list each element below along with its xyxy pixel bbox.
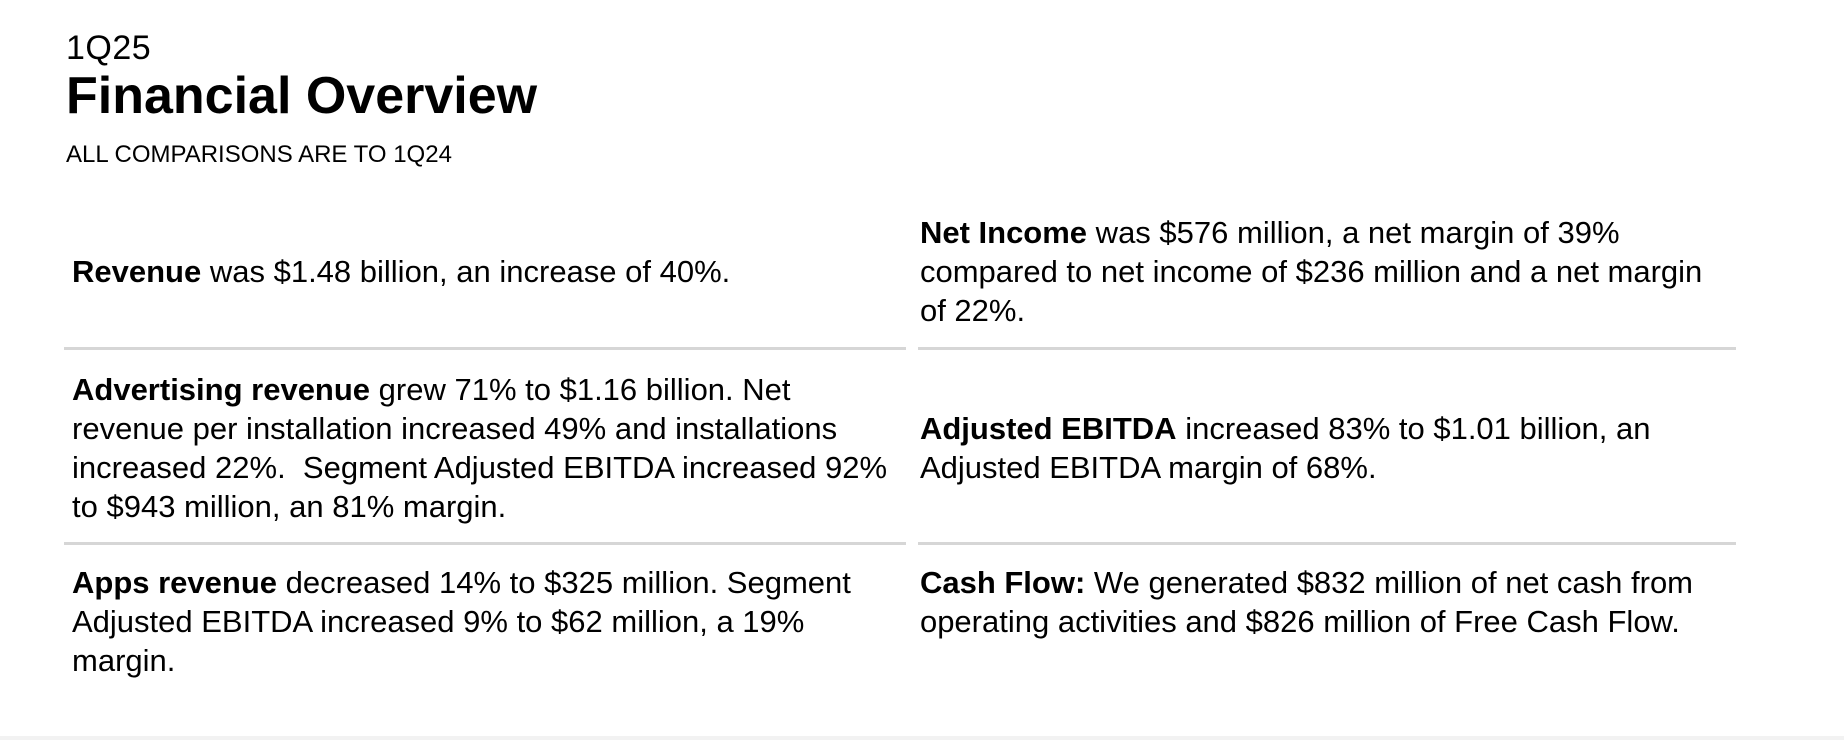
highlights-row bbox=[64, 350, 1736, 545]
highlights-row bbox=[64, 192, 1736, 350]
highlight-body: decreased 14% to $325 million. Segment Adjusted EBITDA increased 9% to $62 million, a 19% margin. bbox=[72, 565, 851, 678]
page-bottom-border bbox=[0, 736, 1844, 740]
highlight-label: Apps revenue bbox=[72, 565, 278, 600]
highlight-text bbox=[72, 563, 892, 680]
highlight-text bbox=[920, 409, 1728, 487]
highlight-body: increased 83% to $1.01 billion, an Adjusted EBITDA margin of 68%. bbox=[919, 410, 1651, 485]
highlight-body: grew 71% to $1.16 billion. Net revenue per installation increased 49% and installations increased 22%. Segment Adjusted EBITDA increased 92% to $943 million, an 81% margin. bbox=[72, 371, 896, 524]
highlight-label: Net Income bbox=[919, 214, 1088, 250]
highlight-text bbox=[920, 213, 1728, 330]
highlight-label: Revenue bbox=[72, 253, 202, 289]
highlight-text bbox=[920, 563, 1728, 641]
highlight-body: was $576 million, a net margin of 39% compared to net income of $236 million and a net margin of 22%. bbox=[919, 214, 1703, 328]
highlight-text bbox=[72, 370, 896, 526]
highlight-body: We generated $832 million of net cash from operating activities and $826 million of Free Cash Flow. bbox=[919, 565, 1694, 639]
header bbox=[66, 28, 537, 170]
highlight-advertising-revenue bbox=[64, 350, 900, 545]
highlights-grid bbox=[64, 192, 1736, 703]
highlight-adjusted-ebitda bbox=[912, 350, 1736, 545]
highlight-label: Advertising revenue bbox=[72, 371, 371, 407]
period-label: 1Q25 bbox=[66, 29, 152, 67]
highlight-text bbox=[72, 252, 730, 291]
highlight-apps-revenue bbox=[64, 545, 900, 703]
highlights-row bbox=[64, 545, 1736, 703]
page-title: Financial Overview bbox=[66, 67, 538, 125]
highlight-label: Cash Flow: bbox=[919, 565, 1086, 600]
highlight-cash-flow bbox=[912, 545, 1736, 703]
highlight-body: was $1.48 billion, an increase of 40%. bbox=[201, 253, 731, 289]
highlight-revenue bbox=[64, 192, 900, 350]
comparison-note: ALL COMPARISONS ARE TO 1Q24 bbox=[66, 141, 452, 168]
highlight-label: Adjusted EBITDA bbox=[919, 410, 1177, 446]
highlight-net-income bbox=[912, 192, 1736, 350]
